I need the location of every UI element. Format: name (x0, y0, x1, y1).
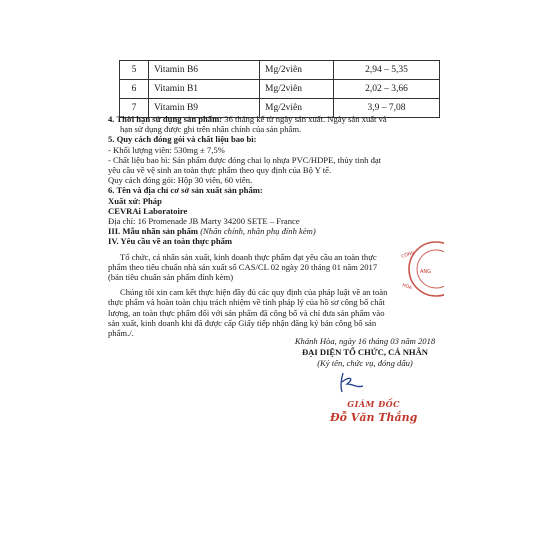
table-row (120, 80, 440, 99)
vitamin-name: Vitamin B9 (149, 99, 260, 118)
section-3-line (108, 226, 430, 236)
company-name: CEVRAi Laboratoire (108, 205, 188, 216)
section-4-line-1 (108, 114, 430, 124)
section-5-heading: 5. Quy cách đóng gói và chất liệu bao bì: (108, 134, 257, 145)
vitamin-table (119, 60, 440, 118)
vitamin-name: Vitamin B1 (149, 80, 260, 99)
director-name: Đỗ Văn Thắng (330, 411, 418, 424)
svg-text:CÔNG: CÔNG (400, 250, 416, 260)
document-body (108, 114, 430, 338)
signature-note: (Ký tên, chức vụ, đóng dấu) (317, 358, 413, 368)
section-iv-p2-line-3: lượng, an toàn thực phẩm đối với sản phẩm đã công bố và chỉ đưa sản phẩm vào (108, 307, 385, 318)
origin: Xuất xứ: Pháp (108, 195, 162, 206)
table-row (120, 61, 440, 80)
signature-date: Khánh Hòa, ngày 16 tháng 03 năm 2018 (294, 336, 436, 346)
section-iv-p1-line-3: (bản tiêu chuẩn sản phẩm đính kèm) (108, 272, 234, 283)
section-4-heading: 4. Thời hạn sử dụng sản phẩm: (108, 114, 223, 124)
svg-text:HÒA: HÒA (401, 283, 413, 292)
packaging-spec: Quy cách đóng gói: Hộp 30 viên, 60 viên. (108, 175, 253, 186)
unit: Mg/2viên (260, 80, 334, 99)
signature-block (282, 336, 448, 369)
director-signature (330, 398, 417, 424)
section-iv-heading: IV. Yêu cầu về an toàn thực phẩm (108, 236, 233, 247)
section-3-note: (Nhãn chính, nhãn phụ đính kèm) (198, 226, 316, 237)
section-4-text-2: hạn sử dụng được ghi trên nhãn chính của sản phẩm. (120, 124, 302, 135)
signature-title: ĐẠI DIỆN TỔ CHỨC, CÁ NHÂN (301, 347, 429, 357)
section-iv-p1-line-2: phẩm theo tiêu chuẩn nhà sản xuất số CAS/CL 02 ngày 20 tháng 01 năm 2017 (108, 261, 378, 272)
company-stamp (396, 240, 444, 298)
unit: Mg/2viên (260, 61, 334, 80)
packaging-material-1: - Chất liệu bao bì: Sản phẩm được đóng chai lọ nhựa PVC/HDPE, thủy tinh đạt (108, 154, 382, 165)
section-3-heading: III. Mẫu nhãn sản phẩm (108, 226, 199, 237)
row-number: 6 (120, 80, 149, 99)
director-title: GIÁM ĐỐC (347, 399, 401, 409)
section-iv-p2-line-1: Chúng tôi xin cam kết thực hiện đầy đủ các quy định của pháp luật về an toàn (120, 287, 388, 298)
section-iv-p2-line-4: sản xuất, kinh doanh khi đã được cấp Giấy tiếp nhận đăng ký bản công bố sản (108, 317, 377, 328)
value-range: 2,02 – 3,66 (334, 80, 440, 99)
packaging-material-2: yêu cầu về vệ sinh an toàn thực phẩm theo quy định của Bộ Y tế. (108, 165, 332, 176)
handwritten-signature (333, 370, 373, 401)
section-iv-p2-line-2: thực phẩm và hoàn toàn chịu trách nhiệm về tính pháp lý của hồ sơ công bố chất (108, 297, 385, 308)
svg-text:ANG: ANG (420, 269, 432, 275)
vitamin-name: Vitamin B6 (149, 61, 260, 80)
value-range: 2,94 – 5,35 (334, 61, 440, 80)
section-4-text-1: 36 tháng kể từ ngày sản xuất. Ngày sản xuất và (222, 114, 387, 124)
section-6-heading: 6. Tên và địa chỉ cơ sở sản xuất sản phẩm: (108, 185, 263, 196)
packaging-weight: - Khối lượng viên: 530mg ± 7,5% (108, 144, 225, 155)
unit: Mg/2viên (260, 99, 334, 118)
value-range: 3,9 – 7,08 (334, 99, 440, 118)
row-number: 7 (120, 99, 149, 118)
row-number: 5 (120, 61, 149, 80)
section-iv-p1-line-1: Tổ chức, cá nhân sản xuất, kinh doanh thực phẩm đạt yêu cầu an toàn thực (120, 251, 377, 262)
company-address: Địa chỉ: 16 Promenade JB Marty 34200 SETE – France (108, 216, 300, 227)
section-iv-p2-line-5: phẩm./. (108, 328, 134, 339)
